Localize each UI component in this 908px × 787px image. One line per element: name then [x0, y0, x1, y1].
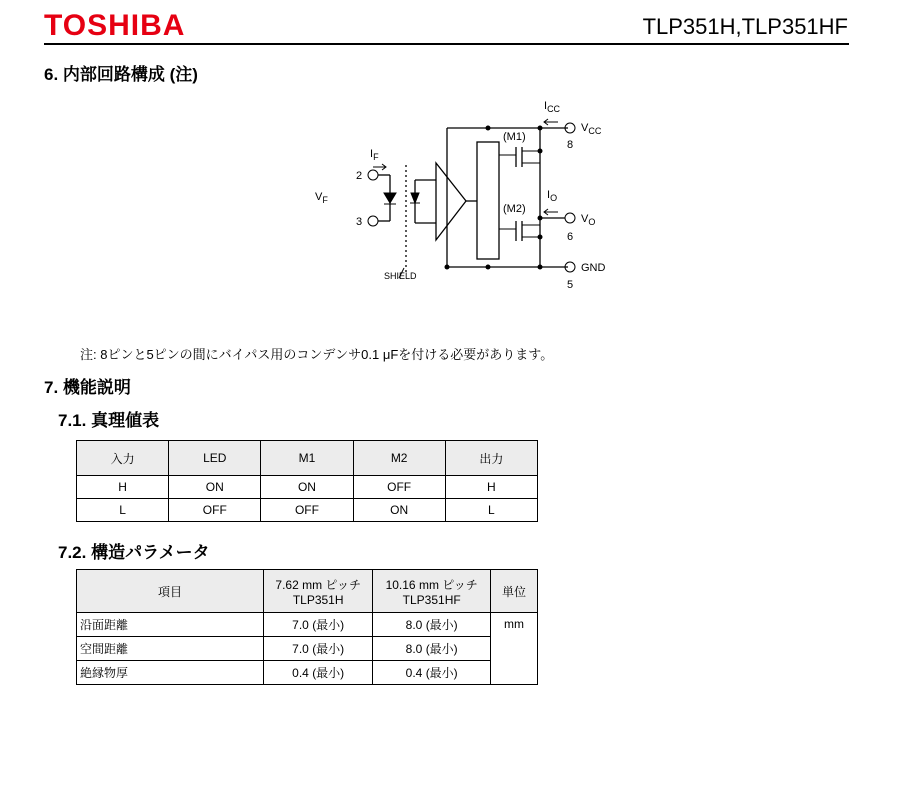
- m2-label: (M2): [503, 203, 526, 215]
- pin5-label: 5: [567, 279, 574, 291]
- table-cell: 絶縁物厚: [77, 661, 264, 685]
- pin3-label: 3: [356, 216, 363, 228]
- table-cell: ON: [353, 499, 445, 522]
- table-row: [77, 476, 538, 499]
- table-cell: H: [77, 476, 169, 499]
- param-table: [76, 569, 538, 685]
- if-label: $I_F$: [370, 148, 379, 162]
- pin8-label: 8: [567, 139, 574, 151]
- table-cell: H: [445, 476, 537, 499]
- table-cell: L: [445, 499, 537, 522]
- table-cell: ON: [261, 476, 353, 499]
- truth-header-m2: M2: [353, 441, 445, 476]
- unit-cell: mm: [491, 613, 538, 685]
- section-7-1-title: 7.1. 真理値表: [58, 411, 160, 430]
- table-cell: 8.0 (最小): [373, 637, 491, 661]
- bypass-note: 注: 8ピンと5ピンの間にバイパス用のコンデンサ0.1 μFを付ける必要があります。: [80, 347, 554, 362]
- section-7-title: 7. 機能説明: [44, 378, 131, 397]
- section-6-title: 6. 内部回路構成 (注): [44, 65, 198, 84]
- vcc-label: $V_{CC}$: [581, 122, 602, 136]
- truth-table: [76, 440, 538, 522]
- table-row: [77, 661, 538, 685]
- param-header-762: 7.62 mm ピッチ TLP351H: [264, 570, 373, 613]
- table-cell: OFF: [169, 499, 261, 522]
- pin2-label: 2: [356, 170, 363, 182]
- table-cell: 沿面距離: [77, 613, 264, 637]
- vf-label: $V_F$: [315, 191, 328, 205]
- vo-label: $V_O$: [581, 213, 596, 227]
- table-cell: OFF: [261, 499, 353, 522]
- param-header-item: 項目: [77, 570, 264, 613]
- truth-header-input: 入力: [77, 441, 169, 476]
- part-number: TLP351H,TLP351HF: [642, 14, 848, 39]
- gnd-label: GND: [581, 262, 606, 274]
- header-rule: [44, 43, 849, 45]
- truth-header-m1: M1: [261, 441, 353, 476]
- internal-circuit-diagram: [300, 95, 630, 295]
- truth-header-led: LED: [169, 441, 261, 476]
- pin6-label: 6: [567, 231, 574, 243]
- table-row: [77, 637, 538, 661]
- section-7-2-title: 7.2. 構造パラメータ: [58, 543, 210, 562]
- table-cell: 8.0 (最小): [373, 613, 491, 637]
- param-header-1016: 10.16 mm ピッチ TLP351HF: [373, 570, 491, 613]
- param-header-unit: 単位: [491, 570, 538, 613]
- toshiba-logo: TOSHIBA: [44, 9, 186, 42]
- truth-header-output: 出力: [445, 441, 537, 476]
- table-cell: 7.0 (最小): [264, 637, 373, 661]
- io-label: $I_O$: [547, 189, 558, 203]
- table-row: [77, 499, 538, 522]
- table-cell: 7.0 (最小): [264, 613, 373, 637]
- table-cell: L: [77, 499, 169, 522]
- icc-label: $I_{CC}$: [544, 100, 561, 114]
- table-cell: 0.4 (最小): [264, 661, 373, 685]
- shield-label: SHIELD: [384, 271, 417, 281]
- table-cell: ON: [169, 476, 261, 499]
- table-cell: OFF: [353, 476, 445, 499]
- table-cell: 空間距離: [77, 637, 264, 661]
- table-cell: 0.4 (最小): [373, 661, 491, 685]
- table-row: [77, 613, 538, 637]
- m1-label: (M1): [503, 131, 526, 143]
